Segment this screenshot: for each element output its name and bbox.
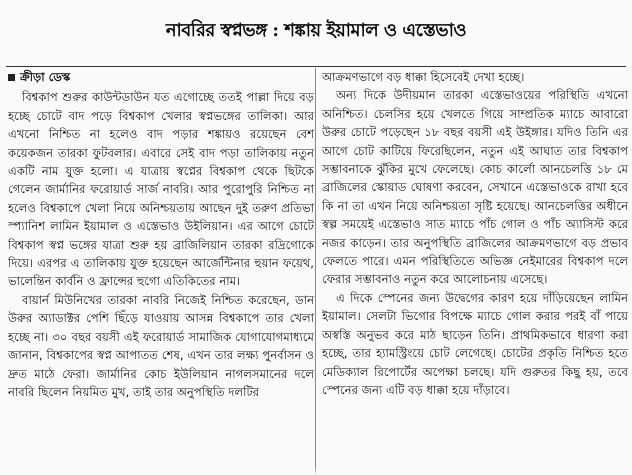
dateline-text: ক্রীড়া ডেস্ক	[20, 70, 71, 84]
article-column-left	[8, 68, 314, 401]
paragraph: এ দিকে স্পেনের জন্য উদ্বেগের কারণ হয়ে দাঁড়িয়েছেন লামিন ইয়ামাল। সেলটা ভিগোর বিপক্ষে ম্যাচে গোল করার পরই বাঁ পায়ে অস্বস্তি অনুভব করে মাঠ ছাড়েন তিনি। প্রাথমিকভাবে ধারণা করা হচ্ছে, তার হ্যামস্ট্রিংয়ে চোট লেগেছে। চোটের প্রকৃতি নিশ্চিত হতে মেডিক্যাল রিপোর্টের অপেক্ষা চলছে। যদি গুরুতর কিছু হয়, তবে স্পেনের জন্য এটি বড় ধাক্কা হয়ে দাঁড়াবে।	[322, 290, 628, 397]
headline-rule	[6, 66, 626, 67]
article-column-right	[322, 68, 628, 399]
paragraph: অন্য দিকে উদীয়মান তারকা এস্তেভাওয়ের পরিস্থিতি এখনো অনিশ্চিত। চেলসির হয়ে খেলতে গিয়ে সাম্প্রতিক ম্যাচে আবারো উরুর চোটে পড়েছেন ১৮ বছর বয়সী এই উইঙ্গার। যদিও তিনি এর আগে চোট কাটিয়ে ফিরেছিলেন, নতুন এই আঘাত তার বিশ্বকাপ সম্ভাবনাকে ঝুঁকির মুখে ফেলেছে। কোচ কার্লো আনচেলত্তি ১৮ মে ব্রাজিলের স্কোয়াড ঘোষণা করবেন, সেখানে এস্তেভাওকে রাখা হবে কি না তা এখন নিয়ে অনিশ্চয়তা সৃষ্টি হয়েছে। আনচেলত্তির অধীনে স্বল্প সময়েই এস্তেভাও সাত ম্যাচে পাঁচ গোল ও পাঁচ অ্যাসিস্ট করে নজর কাড়েন। তার অনুপস্থিতি ব্রাজিলের আক্রমণভাগে বড় প্রভাব ফেলতে পারে। এমন পরিস্থিতিতে অভিজ্ঞ নেইমারের বিশ্বকাপ দলে ফেরার সম্ভাবনাও নতুন করে আলোচনায় এসেছে।	[322, 88, 628, 287]
column-divider	[315, 68, 316, 475]
square-bullet-icon	[8, 74, 15, 81]
dateline	[8, 68, 314, 86]
paragraph: আক্রমণভাগে বড় ধাক্কা হিসেবেই দেখা হচ্ছে।	[322, 70, 525, 84]
page-bottom-fade	[0, 467, 632, 475]
paragraph: বিশ্বকাপ শুরুর কাউন্টডাউন যত এগোচ্ছে ততই পাল্লা দিয়ে বড় হচ্ছে চোটে বাদ পড়ে বিশ্বকাপ খেলার স্বপ্নভঙ্গের তালিকা। আর এখনো নিশ্চিত না হলেও বাদ পড়ার শঙ্কায়ও রয়েছেন বেশ কয়েকজন তারকা ফুটবলার। এবারে সেই বাদ পড়া তালিকায় নতুন একটি নাম যুক্ত হলো। এ যাত্রায় স্বপ্নের বিশ্বকাপ থেকে ছিটকে গেলেন জার্মানির ফরোয়ার্ড সার্জ নাবরি। আর পুরোপুরি নিশ্চিত না হলেও বিশ্বকাপে খেলা নিয়ে অনিশ্চয়তায় আছেন দুই তরুণ প্রতিভা স্প্যানিশ লামিন ইয়ামাল ও এস্তেভাও উইলিয়ান। এর আগে চোটে বিশ্বকাপ স্বপ্ন ভঙ্গের যাত্রা শুরু হয় ব্রাজিলিয়ান তারকা রদ্রিগোকে দিয়ে। এরপর এ তালিকায় যুক্ত হয়েছেন আর্জেন্টিনার হুয়ান ফয়েথ, ভালেন্তিন কার্বনি ও ফ্রান্সের হুগো এতিকিতের নাম।	[8, 90, 314, 289]
paragraph: বায়ার্ন মিউনিখের তারকা নাবরি নিজেই নিশ্চিত করেছেন, ডান উরুর অ্যাডাক্টর পেশি ছিঁড়ে যাওয়ায় আসন্ন বিশ্বকাপে তার খেলা হচ্ছে না। ৩০ বছর বয়সী এই ফরোয়ার্ড সামাজিক যোগাযোগমাধ্যমে জানান, বিশ্বকাপের স্বপ্ন আপাতত শেষ, এখন তার লক্ষ্য পুনর্বাসন ও দ্রুত মাঠে ফেরা। জার্মানির কোচ ইউলিয়ান নাগলসমানের দলে নাবরি ছিলেন নিয়মিত মুখ, তাই তার অনুপস্থিতি দলটির	[8, 292, 314, 399]
article-headline: নাবরির স্বপ্নভঙ্গ : শঙ্কায় ইয়ামাল ও এস্তেভাও	[165, 19, 467, 41]
